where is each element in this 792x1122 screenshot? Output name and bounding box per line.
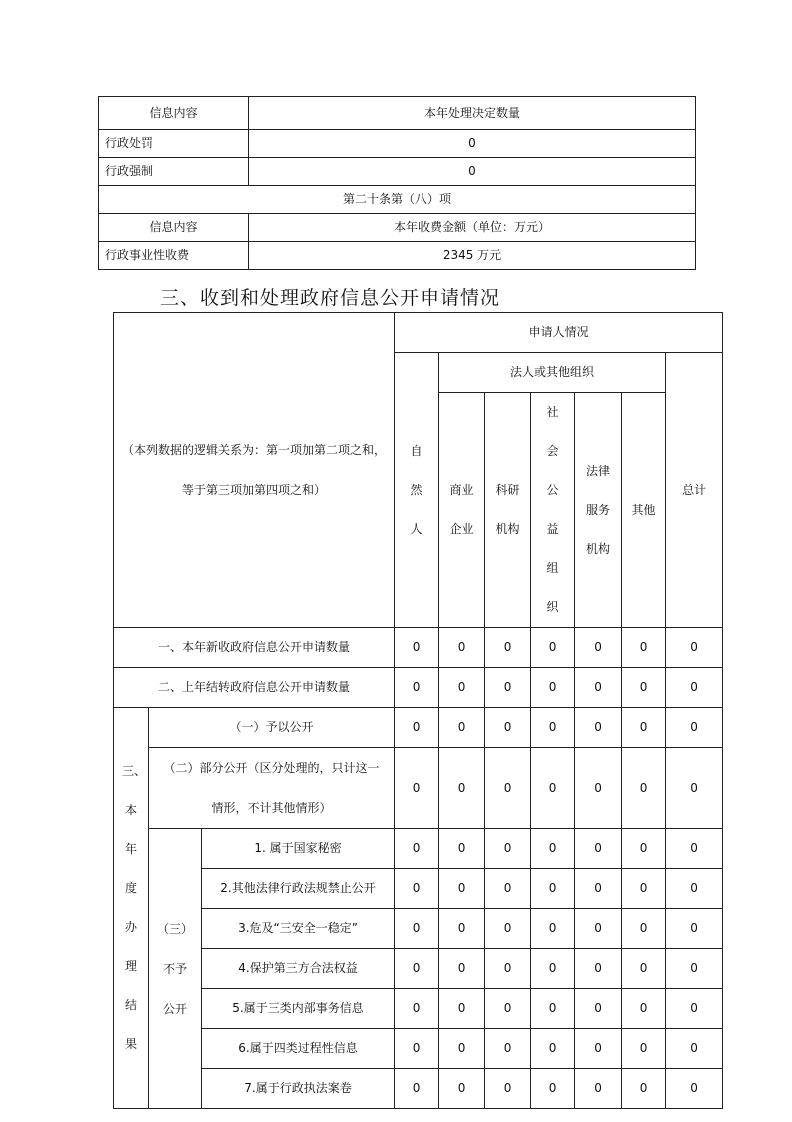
cell: 0	[575, 909, 622, 949]
cell: 0	[485, 1069, 531, 1109]
cell: 0	[485, 748, 531, 829]
cell: 0	[666, 1069, 723, 1109]
cell: 0	[531, 628, 575, 668]
header2-info-content: 信息内容	[99, 214, 249, 242]
r3-3-item-label: 3.危及“三安全一稳定”	[202, 909, 395, 949]
cell: 0	[666, 708, 723, 748]
cell: 0	[531, 1069, 575, 1109]
cell: 0	[439, 1069, 485, 1109]
col-research: 科研机构	[485, 393, 531, 628]
cell: 0	[575, 708, 622, 748]
cell: 0	[439, 668, 485, 708]
natural-person-header: 自然人	[395, 353, 439, 628]
cell: 0	[395, 1069, 439, 1109]
cell: 0	[575, 628, 622, 668]
section-article: 第二十条第（八）项	[99, 186, 696, 214]
cell: 0	[575, 748, 622, 829]
cell: 0	[395, 1029, 439, 1069]
fee-row-label: 行政事业性收费	[99, 242, 249, 270]
cell: 0	[575, 668, 622, 708]
cell: 0	[395, 748, 439, 829]
cell: 0	[666, 829, 723, 869]
applicant-header: 申请人情况	[395, 313, 723, 353]
cell: 0	[622, 909, 666, 949]
cell: 0	[439, 989, 485, 1029]
cell: 0	[575, 1029, 622, 1069]
cell: 0	[395, 829, 439, 869]
cell: 0	[531, 909, 575, 949]
legal-group-header: 法人或其他组织	[439, 353, 666, 393]
cell: 0	[622, 1069, 666, 1109]
row-label-penalty: 行政处罚	[99, 130, 249, 158]
cell: 0	[531, 748, 575, 829]
cell: 0	[666, 628, 723, 668]
cell: 0	[666, 949, 723, 989]
cell: 0	[439, 949, 485, 989]
cell: 0	[622, 829, 666, 869]
cell: 0	[439, 708, 485, 748]
cell: 0	[395, 949, 439, 989]
r3-3-label	[149, 829, 202, 1109]
r3-3-item-label: 6.属于四类过程性信息	[202, 1029, 395, 1069]
cell: 0	[439, 829, 485, 869]
cell: 0	[485, 628, 531, 668]
header-info-content: 信息内容	[99, 97, 249, 130]
r3-3-item-label: 1. 属于国家秘密	[202, 829, 395, 869]
r3-3-item-label: 7.属于行政执法案卷	[202, 1069, 395, 1109]
col-legal-service: 法律服务机构	[575, 393, 622, 628]
cell: 0	[622, 668, 666, 708]
cell: 0	[395, 628, 439, 668]
section-title: 三、收到和处理政府信息公开申请情况	[160, 287, 501, 309]
cell: 0	[622, 869, 666, 909]
col-business: 商业企业	[439, 393, 485, 628]
cell: 0	[575, 989, 622, 1029]
cell: 0	[666, 989, 723, 1029]
cell: 0	[395, 869, 439, 909]
cell: 0	[575, 869, 622, 909]
cell: 0	[485, 869, 531, 909]
cell: 0	[531, 869, 575, 909]
cell: 0	[622, 989, 666, 1029]
cell: 0	[575, 949, 622, 989]
application-table	[113, 312, 723, 1109]
decision-count-table	[98, 96, 696, 270]
cell: 0	[531, 708, 575, 748]
r3-3-item-label: 5.属于三类内部事务信息	[202, 989, 395, 1029]
row2-label: 二、上年结转政府信息公开申请数量	[114, 668, 395, 708]
cell: 0	[531, 829, 575, 869]
header2-fee-amount: 本年收费金额（单位：万元）	[249, 214, 696, 242]
cell: 0	[531, 1029, 575, 1069]
row-value-penalty: 0	[249, 130, 696, 158]
row-value-enforcement: 0	[249, 158, 696, 186]
cell: 0	[485, 668, 531, 708]
cell: 0	[485, 989, 531, 1029]
total-header: 总计	[666, 353, 723, 628]
cell: 0	[666, 869, 723, 909]
cell: 0	[531, 949, 575, 989]
logic-note: （本列数据的逻辑关系为：第一项加第二项之和，等于第三项加第四项之和）	[114, 313, 395, 628]
cell: 0	[485, 949, 531, 989]
cell: 0	[485, 708, 531, 748]
cell: 0	[622, 748, 666, 829]
cell: 0	[666, 1029, 723, 1069]
cell: 0	[575, 829, 622, 869]
cell: 0	[395, 909, 439, 949]
r3-2-label: （二）部分公开（区分处理的，只计这一情形，不计其他情形）	[149, 748, 395, 829]
cell: 0	[439, 748, 485, 829]
cell: 0	[622, 1029, 666, 1069]
cell: 0	[622, 949, 666, 989]
col-other: 其他	[622, 393, 666, 628]
col-public-welfare: 社会公益组织	[531, 393, 575, 628]
cell: 0	[395, 668, 439, 708]
cell: 0	[439, 628, 485, 668]
cell: 0	[666, 748, 723, 829]
cell: 0	[575, 1069, 622, 1109]
cell: 0	[485, 829, 531, 869]
cell: 0	[622, 628, 666, 668]
cell: 0	[439, 869, 485, 909]
row-label-enforcement: 行政强制	[99, 158, 249, 186]
r3-3-item-label: 2.其他法律行政法规禁止公开	[202, 869, 395, 909]
group3-label: 三、本年度办理结果	[114, 708, 149, 1109]
cell: 0	[439, 909, 485, 949]
cell: 0	[666, 668, 723, 708]
row1-label: 一、本年新收政府信息公开申请数量	[114, 628, 395, 668]
r3-1-label: （一）予以公开	[149, 708, 395, 748]
r3-3-item-label: 4.保护第三方合法权益	[202, 949, 395, 989]
cell: 0	[666, 909, 723, 949]
cell: 0	[395, 989, 439, 1029]
cell: 0	[531, 668, 575, 708]
cell: 0	[622, 708, 666, 748]
cell: 0	[439, 1029, 485, 1069]
r3-3-label-b: 不予公开	[162, 961, 187, 1016]
r3-3-label-a: （三）	[156, 921, 193, 936]
fee-row-value: 2345 万元	[249, 242, 696, 270]
cell: 0	[395, 708, 439, 748]
header-decision-count: 本年处理决定数量	[249, 97, 696, 130]
cell: 0	[531, 989, 575, 1029]
cell: 0	[485, 1029, 531, 1069]
cell: 0	[485, 909, 531, 949]
